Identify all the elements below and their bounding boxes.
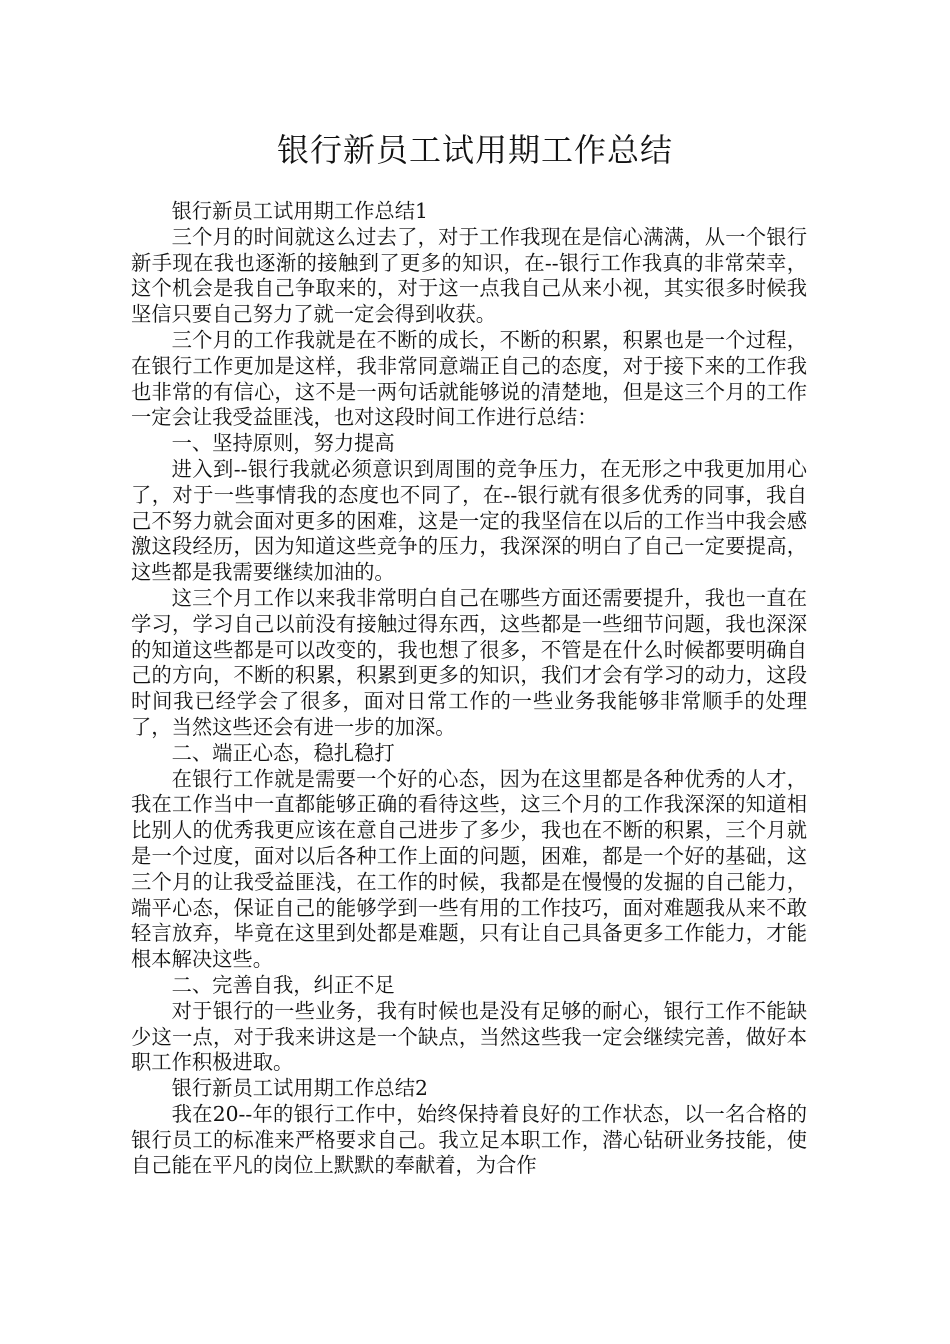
paragraph: 三个月的工作我就是在不断的成长，不断的积累，积累也是一个过程，在银行工作更加是这样，我非常同意端正自己的态度，对于接下来的工作我也非常的有信心，这不是一两句话就能够说的清楚地，但是这三个月的工作一定会让我受益匪浅，也对这段时间工作进行总结： bbox=[131, 327, 807, 430]
document-title: 银行新员工试用期工作总结 bbox=[276, 131, 673, 169]
section-heading: 一、坚持原则，努力提高 bbox=[171, 431, 395, 456]
paragraph: 在银行工作就是需要一个好的心态，因为在这里都是各种优秀的人才，我在工作当中一直都能够正确的看待这些，这三个月的工作我深深的知道相比别人的优秀我更应该在意自己进步了多少，我也在不断的积累，三个月就是一个过度，面对以后各种工作上面的问题，困难，都是一个好的基础，这三个月的让我受益匪浅，在工作的时候，我都是在慢慢的发掘的自己能力，端平心态，保证自己的能够学到一些有用的工作技巧，面对难题我从来不敢轻言放弃，毕竟在这里到处都是难题，只有让自己具备更多工作能力，才能根本解决这些。 bbox=[131, 766, 807, 972]
section-heading: 银行新员工试用期工作总结2 bbox=[171, 1076, 428, 1101]
section-heading: 二、完善自我，纠正不足 bbox=[171, 972, 395, 997]
paragraph: 这三个月工作以来我非常明白自己在哪些方面还需要提升，我也一直在学习，学习自己以前没有接触过得东西，这些都是一些细节问题，我也深深的知道这些都是可以改变的，我也想了很多，不管是在什么时候都要明确自己的方向，不断的积累，积累到更多的知识，我们才会有学习的动力，这段时间我已经学会了很多，面对日常工作的一些业务我能够非常顺手的处理了，当然这些还会有进一步的加深。 bbox=[131, 585, 807, 739]
paragraph: 我在20--年的银行工作中，始终保持着良好的工作状态，以一名合格的银行员工的标准来严格要求自己。我立足本职工作，潜心钻研业务技能，使自己能在平凡的岗位上默默的奉献着，为合作 bbox=[131, 1101, 807, 1178]
section-heading: 二、端正心态，稳扎稳打 bbox=[171, 740, 395, 765]
paragraph: 三个月的时间就这么过去了，对于工作我现在是信心满满，从一个银行新手现在我也逐渐的接触到了更多的知识，在--银行工作我真的非常荣幸，这个机会是我自己争取来的，对于这一点我自己从来小视，其实很多时候我坚信只要自己努力了就一定会得到收获。 bbox=[131, 224, 807, 327]
section-heading: 银行新员工试用期工作总结1 bbox=[171, 199, 428, 223]
paragraph: 对于银行的一些业务，我有时候也是没有足够的耐心，银行工作不能缺少这一点，对于我来讲这是一个缺点，当然这些我一定会继续完善，做好本职工作积极进取。 bbox=[131, 998, 807, 1075]
document-body bbox=[131, 199, 807, 1179]
paragraph: 进入到--银行我就必须意识到周围的竞争压力，在无形之中我更加用心了，对于一些事情我的态度也不同了，在--银行就有很多优秀的同事，我自己不努力就会面对更多的困难，这是一定的我坚信在以后的工作当中我会感激这段经历，因为知道这些竞争的压力，我深深的明白了自己一定要提高，这些都是我需要继续加油的。 bbox=[131, 456, 807, 585]
